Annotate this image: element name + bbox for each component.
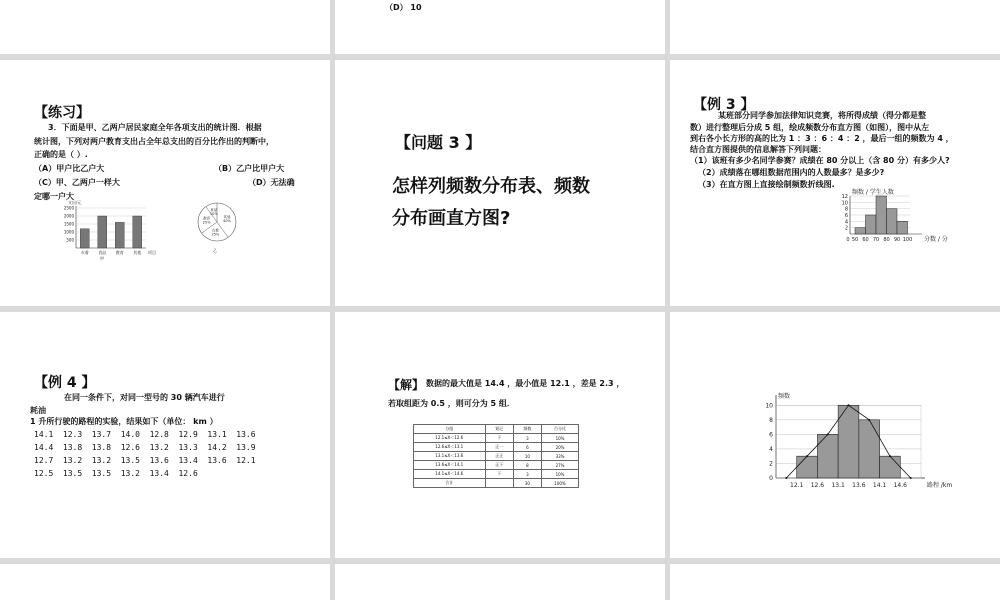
example3-line4: 结合直方图提供的信息解答下列问题： — [690, 145, 826, 154]
table-cell — [485, 479, 513, 488]
tick-label: 食品 — [98, 250, 107, 255]
example4-data-row: 14.4 13.8 13.8 12.6 13.2 13.3 14.2 13.9 — [34, 443, 256, 452]
bar — [98, 216, 107, 248]
histogram-bar — [897, 221, 908, 234]
slice-label: 25% — [211, 232, 220, 237]
practice-yi-pie-chart — [192, 198, 242, 248]
solution-line1: 数据的最大值是 14.4 ，最小值是 12.1 ，差是 2.3 ， — [426, 379, 625, 388]
example4-line2: 耗油 — [30, 406, 46, 415]
practice-option-b: （B）乙户比甲户大 — [214, 164, 285, 173]
option-d-text: （D） 10 — [385, 3, 422, 12]
tick-label: 0 — [846, 237, 850, 243]
table-cell: 正正 — [485, 452, 513, 461]
table-cell: 12.1≤X＜12.6 — [414, 434, 486, 443]
bar — [133, 216, 142, 248]
table-header-cell: 百分比 — [542, 425, 579, 434]
practice-option-c: （C）甲、乙两户一样大 — [34, 178, 120, 187]
table-header-cell: 分组 — [414, 425, 486, 434]
tick-label: 100 — [902, 237, 913, 243]
tick-label: 8 — [844, 206, 848, 213]
tick-label: 10 — [765, 402, 773, 410]
polygon-point — [868, 419, 870, 421]
table-cell: 正下 — [485, 461, 513, 470]
slide-example4[interactable] — [0, 312, 330, 558]
slice-label: 衣着 — [211, 228, 219, 233]
polygon-point — [910, 477, 912, 479]
table-row — [414, 434, 579, 443]
slice-label: 40% — [223, 218, 231, 223]
table-cell: 27% — [542, 461, 579, 470]
example3-line2: 数）进行整理后分成 5 组，绘成频数分布直方图（如图），图中从左 — [690, 123, 930, 132]
question3-line1: 怎样列频数分布表、频数 — [392, 176, 590, 197]
practice-option-d-cont: 定哪一户大 — [34, 192, 74, 201]
table-cell: 10% — [542, 470, 579, 479]
tick-label: 500 — [66, 237, 74, 243]
tick-label: 4 — [844, 219, 848, 226]
tick-label: 10 — [841, 200, 848, 207]
example3-question2: （2）成绩落在哪组数据范围内的人数最多？是多少? — [698, 168, 885, 177]
table-row — [414, 461, 579, 470]
tick-label: 2 — [769, 460, 773, 468]
practice-line1: 3．下面是甲、乙两户居民家庭全年各项支出的统计图．根据 — [48, 123, 262, 132]
example3-line3: 到右各小长方形的高的比为 1 ：3 ：6 ：4 ：2 ，最后一组的频数为 4 ， — [690, 134, 954, 143]
table-cell: 10 — [513, 452, 541, 461]
table-row — [414, 443, 579, 452]
example4-line3: 1 升所行驶的路程的实验，结果如下（单位： km ） — [30, 417, 218, 426]
polygon-point — [848, 404, 850, 406]
tick-label: 14.6 — [893, 482, 907, 489]
tick-label: 其他 — [133, 250, 142, 255]
slice-label: 25% — [202, 220, 211, 225]
table-cell: 100% — [542, 479, 579, 488]
slide-top-middle[interactable] — [335, 0, 665, 54]
slide-solution[interactable] — [335, 312, 665, 558]
solution-line2: 若取组距为 0.5 ，则可分为 5 组． — [388, 399, 515, 408]
tick-label: 4 — [769, 445, 773, 453]
example3-histogram — [840, 186, 950, 246]
tick-label: 2 — [844, 225, 848, 232]
practice-jia-label: 甲 — [100, 256, 104, 261]
table-cell: 3 — [513, 470, 541, 479]
slide-example3[interactable] — [670, 60, 1000, 306]
table-cell: 下 — [485, 434, 513, 443]
example4-line1: 在同一条件下，对同一型号的 30 辆汽车进行 — [64, 393, 225, 402]
table-cell: 13.6≤X＜14.1 — [414, 461, 486, 470]
polygon-point — [785, 477, 787, 479]
tick-label: 60 — [862, 237, 869, 243]
tick-label: 教育 — [115, 250, 124, 255]
axis-label: 频数 / 学生人数 — [852, 189, 894, 196]
table-header-row — [414, 425, 579, 434]
table-header-cell: 划记 — [485, 425, 513, 434]
table-cell: 8 — [513, 461, 541, 470]
example4-heading: 【例 4 】 — [34, 375, 96, 391]
histogram-bar — [876, 196, 887, 234]
table-cell: 20% — [542, 443, 579, 452]
slide-bottom-middle[interactable] — [335, 564, 665, 600]
bar — [115, 222, 124, 248]
histogram-bar — [880, 456, 901, 478]
table-row — [414, 452, 579, 461]
practice-jia-bar-chart — [58, 198, 158, 258]
example4-data-row: 12.7 13.2 13.2 13.5 13.6 13.4 13.6 12.1 — [34, 456, 256, 465]
table-row — [414, 470, 579, 479]
solution-histogram — [758, 392, 958, 502]
tick-label: 70 — [872, 237, 880, 243]
axis-label: 项目 — [148, 250, 156, 255]
tick-label: 衣着 — [80, 250, 89, 255]
practice-option-d: （D）无法确 — [248, 178, 295, 187]
question3-heading: 【问题 3 】 — [395, 133, 482, 152]
table-cell: 12.6≤X＜13.1 — [414, 443, 486, 452]
table-cell: 6 — [513, 443, 541, 452]
slide-bottom-right[interactable] — [670, 564, 1000, 600]
tick-label: 13.6 — [852, 482, 866, 489]
tick-label: 2000 — [63, 213, 74, 219]
polygon-point — [827, 433, 829, 435]
tick-label: 12.6 — [810, 482, 825, 489]
table-cell: 下 — [485, 470, 513, 479]
tick-label: 6 — [844, 213, 848, 219]
example3-question1: （1）该班有多少名同学参赛？成绩在 80 分以上（含 80 分）有多少人? — [690, 156, 950, 165]
practice-heading: 【练习】 — [34, 105, 90, 121]
table-cell: 正一 — [485, 443, 513, 452]
histogram-bar — [887, 209, 898, 234]
frequency-table — [413, 424, 579, 488]
chart-title: 支出/元 — [68, 200, 82, 205]
tick-label: 12 — [841, 194, 848, 200]
slice-label: 教育 — [203, 216, 211, 221]
tick-label: 0 — [769, 475, 773, 482]
table-cell: 3 — [513, 434, 541, 443]
example3-line1: 某班部分同学参加法律知识竞赛，将所得成绩（得分都是整 — [718, 111, 926, 120]
bar — [80, 229, 89, 248]
slice-label: 10% — [209, 212, 218, 217]
tick-label: 12.1 — [790, 482, 804, 489]
tick-label: 13.1 — [831, 482, 845, 489]
histogram-bar — [859, 420, 880, 478]
table-header-cell: 频数 — [513, 425, 541, 434]
histogram-bar — [855, 228, 866, 234]
polygon-point — [806, 455, 808, 457]
tick-label: 80 — [883, 237, 890, 243]
example3-heading: 【例 3 】 — [693, 97, 755, 113]
slide-bottom-left[interactable] — [0, 564, 330, 600]
practice-option-a: （A）甲户比乙户大 — [34, 164, 105, 173]
histogram-bar — [866, 215, 877, 234]
table-cell: 10% — [542, 434, 579, 443]
tick-label: 6 — [769, 431, 773, 439]
slide-solution-histogram[interactable] — [670, 312, 1000, 558]
histogram-bar — [817, 434, 838, 478]
example4-data-row: 12.5 13.5 13.5 13.2 13.4 12.6 — [34, 469, 198, 478]
practice-yi-label: 乙 — [213, 248, 217, 253]
axis-label: 分数 / 分 — [924, 236, 948, 243]
histogram-bar — [838, 405, 859, 478]
polygon-point — [889, 455, 891, 457]
slice-label: 其他 — [223, 214, 231, 219]
question3-line2: 分布画直方图? — [392, 208, 511, 229]
tick-label: 90 — [893, 237, 901, 243]
axis-label: 频数 — [778, 393, 791, 400]
slide-top-left[interactable] — [0, 0, 330, 54]
slide-practice[interactable] — [0, 60, 330, 306]
table-cell: 14.1≤X＜14.6 — [414, 470, 486, 479]
axis-label: 路程 /km — [927, 482, 953, 489]
example3-question3: （3）在直方图上直接绘制频数折线图. — [698, 180, 835, 189]
table-cell: 33% — [542, 452, 579, 461]
tick-label: 1000 — [63, 229, 74, 235]
tick-label: 8 — [769, 416, 773, 424]
practice-line3: 正确的是（ ）. — [34, 150, 88, 159]
table-cell: 30 — [513, 479, 541, 488]
table-cell: 合计 — [414, 479, 486, 488]
practice-line2: 统计图，下列对两户教育支出占全年总支出的百分比作出的判断中， — [34, 137, 274, 146]
tick-label: 2500 — [63, 205, 74, 211]
solution-label: 【解】 — [388, 378, 425, 392]
table-cell: 13.1≤X＜13.6 — [414, 452, 486, 461]
example4-data-row: 14.1 12.3 13.7 14.0 12.8 12.9 13.1 13.6 — [34, 430, 256, 439]
slide-top-right[interactable] — [670, 0, 1000, 54]
slide-question3[interactable] — [335, 60, 665, 306]
tick-label: 50 — [851, 237, 859, 243]
table-total-row — [414, 479, 579, 488]
tick-label: 1500 — [63, 221, 74, 227]
slice-label: 食品 — [210, 208, 218, 213]
histogram-bar — [797, 456, 818, 478]
tick-label: 14.1 — [872, 482, 887, 489]
